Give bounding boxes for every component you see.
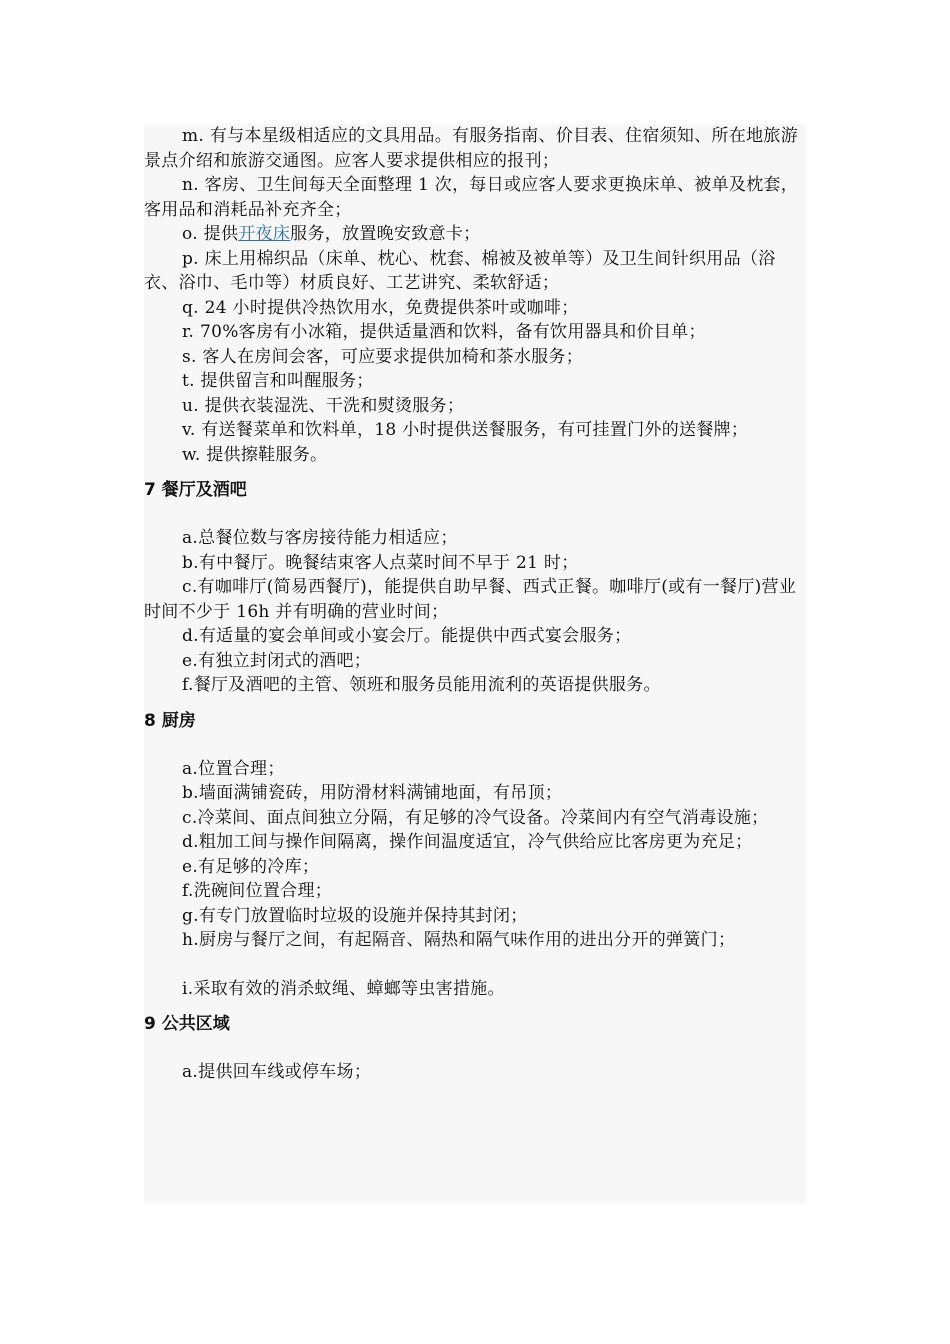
section-heading-restaurant: 7 餐厅及酒吧 — [144, 480, 247, 500]
kitchen-item-d: d.粗加工间与操作间隔离，操作间温度适宜，冷气供给应比客房更为充足； — [182, 832, 753, 852]
kitchen-item-e: e.有足够的冷库； — [182, 856, 320, 877]
restaurant-item-f: f.餐厅及酒吧的主管、领班和服务员能用流利的英语提供服务。 — [182, 675, 661, 695]
item-m: m. 有与本星级相适应的文具用品。有服务指南、价目表、住宿须知、所在地旅游景点介绍和旅游交通图。应客人要求提供相应的报刊； — [144, 126, 799, 171]
restaurant-item-e: e.有独立封闭式的酒吧； — [182, 650, 372, 671]
item-r: r. 70%客房有小冰箱，提供适量酒和饮料，备有饮用器具和价目单； — [182, 322, 706, 342]
section-heading-kitchen: 8 厨房 — [144, 710, 196, 731]
section-heading-public-area: 9 公共区域 — [144, 1014, 230, 1034]
public-area-item-a: a.提供回车线或停车场； — [182, 1062, 372, 1082]
item-p: p. 床上用棉织品（床单、枕心、枕套、棉被及被单等）及卫生间针织用品（浴衣、浴巾、毛巾等）材质良好、工艺讲究、柔软舒适； — [144, 248, 776, 293]
restaurant-item-b: b.有中餐厅。晚餐结束客人点菜时间不早于 21 时； — [182, 552, 579, 573]
kitchen-item-a: a.位置合理； — [182, 758, 285, 779]
kitchen-item-i: i.采取有效的消杀蚊绳、蟑螂等虫害措施。 — [182, 978, 505, 999]
item-u: u. 提供衣装湿洗、干洗和熨烫服务； — [182, 395, 465, 416]
item-n: n. 客房、卫生间每天全面整理 1 次，每日或应客人要求更换床单、被单及枕套，客用品和消耗品补充齐全； — [144, 175, 799, 220]
kitchen-item-c: c.冷菜间、面点间独立分隔，有足够的冷气设备。冷菜间内有空气消毒设施； — [182, 807, 769, 828]
item-t: t. 提供留言和叫醒服务； — [182, 371, 374, 391]
kitchen-item-b: b.墙面满铺瓷砖，用防滑材料满铺地面，有吊顶； — [182, 783, 563, 803]
item-q: q. 24 小时提供冷热饮用水，免费提供茶叶或咖啡； — [182, 297, 579, 318]
kitchen-item-g: g.有专门放置临时垃圾的设施并保持其封闭； — [182, 905, 528, 926]
document-text — [144, 124, 806, 1204]
item-w: w. 提供擦鞋服务。 — [182, 444, 328, 465]
item-s: s. 客人在房间会客，可应要求提供加椅和茶水服务； — [182, 346, 584, 367]
item-o — [144, 222, 806, 247]
kitchen-item-h: h.厨房与餐厅之间，有起隔音、隔热和隔气味作用的进出分开的弹簧门； — [182, 930, 736, 950]
restaurant-item-c: c.有咖啡厅(简易西餐厅)，能提供自助早餐、西式正餐。咖啡厅(或有一餐厅)营业时间不少于 16h 并有明确的营业时间； — [144, 577, 797, 622]
item-o-suffix: 服务，放置晚安致意卡； — [290, 224, 481, 244]
turndown-service-link[interactable]: 开夜床 — [238, 224, 291, 244]
item-o-prefix: o. 提供 — [182, 224, 239, 244]
restaurant-item-a: a.总餐位数与客房接待能力相适应； — [182, 528, 458, 548]
kitchen-item-f: f.洗碗间位置合理； — [182, 881, 333, 901]
item-v: v. 有送餐菜单和饮料单，18 小时提供送餐服务，有可挂置门外的送餐牌； — [182, 420, 749, 440]
restaurant-item-d: d.有适量的宴会单间或小宴会厅。能提供中西式宴会服务； — [182, 626, 632, 646]
